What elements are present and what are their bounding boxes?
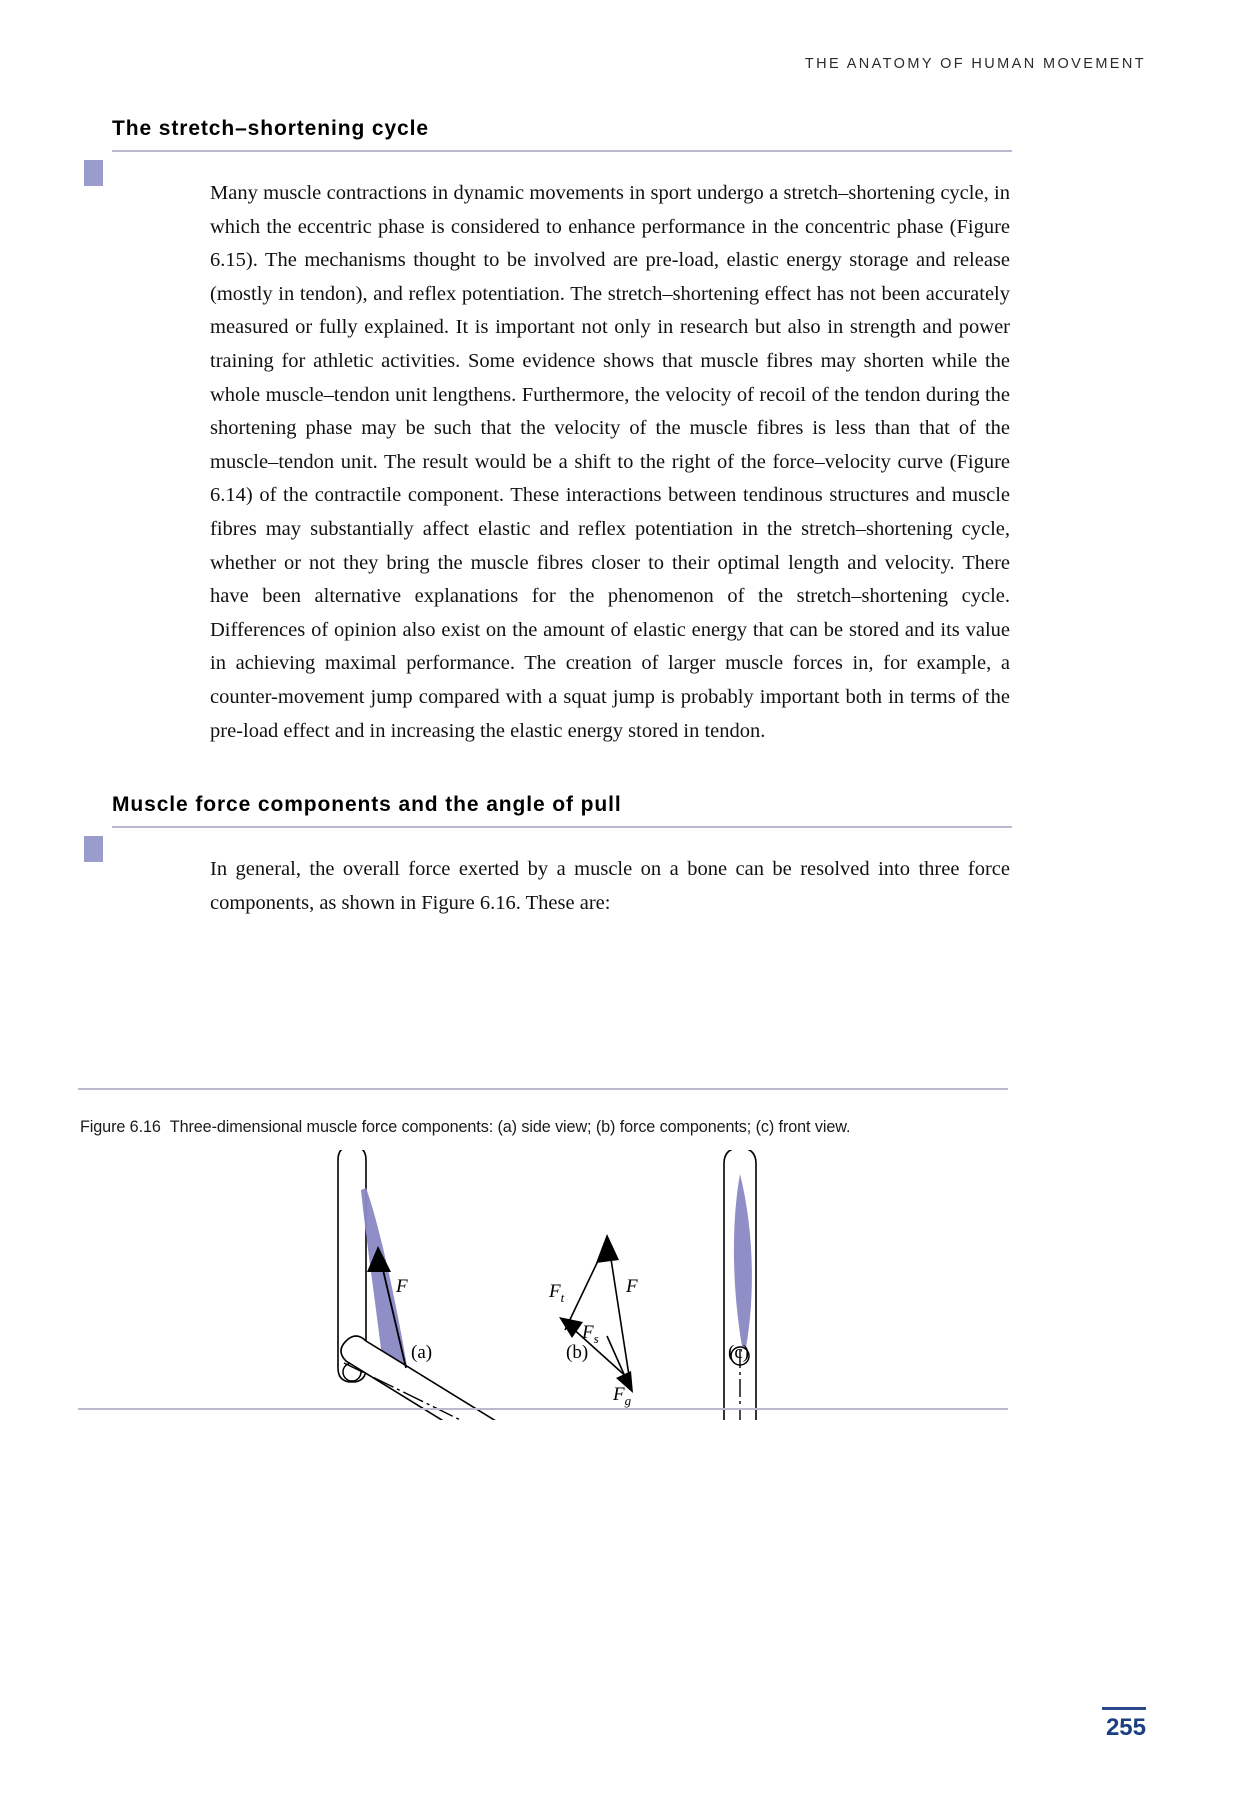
section-paragraph-1: Many muscle contractions in dynamic movements in sport undergo a stretch–shortening cycle, in which the eccentric phase is considered to enhance performance in the concentric phase (Figure 6.15). The mechanisms thought to be involved are pre-load, elastic energy storage and release (mostly in tendon), and reflex potentiation. The stretch–shortening effect has not been accurately measured or fully explained. It is important not only in research but also in strength and power training for athletic activities. Some evidence shows that muscle fibres may shorten while the whole muscle–tendon unit lengthens. Furthermore, the velocity of recoil of the tendon during the shortening phase may be such that the velocity of the muscle fibres is less than that of the muscle–tendon unit. The result would be a shift to the right of the force–velocity curve (Figure 6.14) of the contractile component. These interactions between tendinous structures and muscle fibres may substantially affect elastic and reflex potentiation in the stretch–shortening cycle, whether or not they bring the muscle fibres closer to their optimal length and velocity. There have been alternative explanations for the phenomenon of the stretch–shortening cycle. Differences of opinion also exist on the amount of elastic energy that can be stored and its value in achieving maximal performance. The creation of larger muscle forces in, for example, a counter-movement jump compared with a squat jump is probably important both in terms of the pre-load effect and in increasing the elastic energy stored in tendon. <box>210 182 1010 742</box>
page-number: 255 <box>1105 1714 1146 1741</box>
section-heading-1 <box>112 117 1012 152</box>
label-Ft-b: $F_t$ <box>549 1281 565 1305</box>
section-rule-2 <box>112 826 1012 828</box>
section-title-2: Muscle force components and the angle of pull <box>112 793 622 816</box>
resultant-shaft-b <box>609 1246 630 1382</box>
panel-label-b: (b) <box>566 1342 589 1363</box>
figure-caption-text: Three-dimensional muscle force components: (a) side view; (b) force components; (c) front view. <box>169 1118 851 1136</box>
figure-caption <box>80 1118 1020 1137</box>
panel-a-side-view <box>338 1150 535 1420</box>
running-header: THE ANATOMY OF HUMAN MOVEMENT <box>804 56 1146 72</box>
tangential-shaft-b <box>565 1242 607 1330</box>
heading-marker-2 <box>84 836 103 862</box>
force-label-a: F <box>396 1276 408 1297</box>
panel-c-front-view <box>724 1150 756 1420</box>
panel-b-force-components <box>548 1234 638 1408</box>
figure-bottom-rule <box>78 1408 1008 1410</box>
section-paragraph-2: In general, the overall force exerted by a muscle on a bone can be resolved into three force components, as shown in Figure 6.16. These are: <box>210 858 1010 914</box>
figure-top-rule <box>78 1088 1008 1090</box>
label-F-b: F <box>626 1276 638 1297</box>
label-Fg-b: $F_g$ <box>613 1384 632 1408</box>
section-rule-1 <box>112 150 1012 152</box>
figure-svg <box>78 1150 1008 1420</box>
figure-number: Figure 6.16 <box>80 1118 161 1136</box>
folio-rule <box>1102 1707 1146 1710</box>
section-heading-2 <box>112 793 1012 828</box>
panel-label-c: (c) <box>728 1342 750 1363</box>
heading-marker-1 <box>84 160 103 186</box>
label-Fs-b: $F_s$ <box>582 1322 599 1346</box>
section-title-1: The stretch–shortening cycle <box>112 117 429 140</box>
panel-label-a: (a) <box>411 1342 433 1363</box>
figure-illustration <box>78 1150 1008 1420</box>
